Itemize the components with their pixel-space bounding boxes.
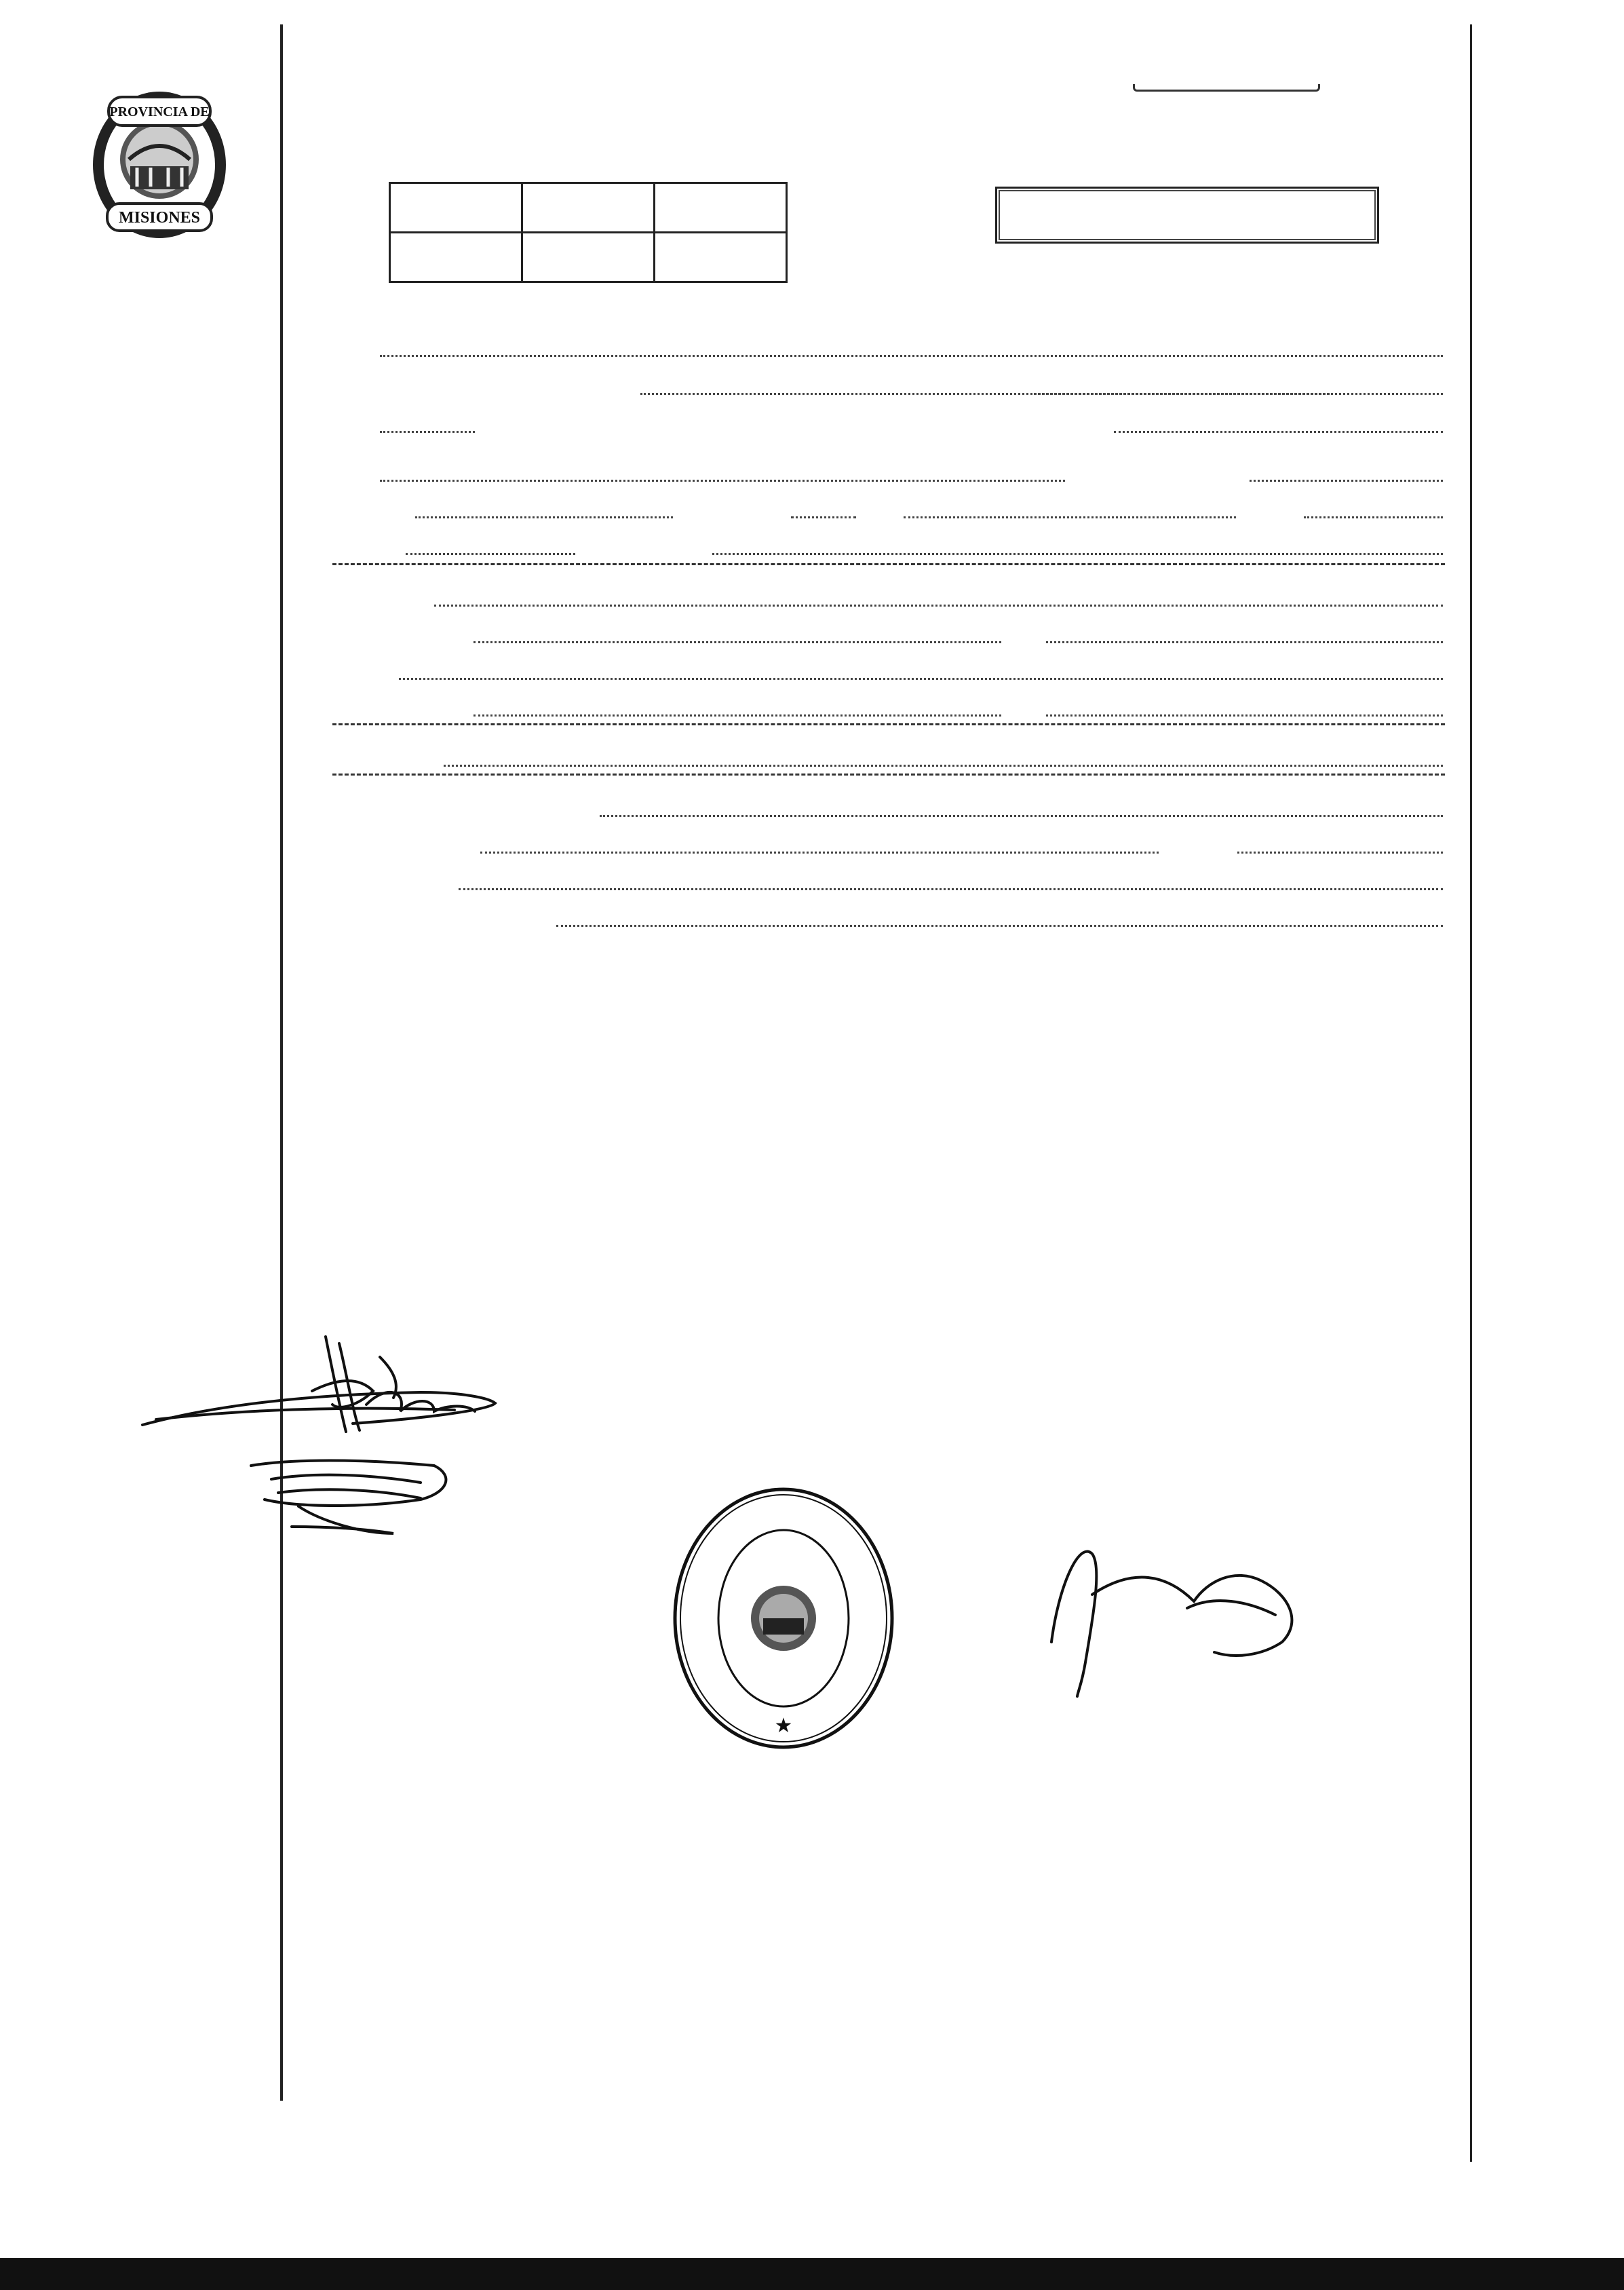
serial-underline: [1133, 84, 1320, 92]
declarant-dots: [480, 852, 1159, 854]
name-dots: [380, 480, 1065, 482]
registry-table-value-row: [390, 233, 787, 282]
birth-year-dots: [1304, 516, 1443, 518]
row-place: [341, 326, 1443, 364]
barcode-icon: [438, 1159, 804, 1224]
row-certificate: [341, 786, 1443, 824]
mother-dots: [399, 678, 1443, 680]
declarant-doc-dots: [1237, 852, 1443, 854]
mother-doc-dots: [473, 714, 1001, 717]
address-dots: [459, 888, 1443, 890]
row-address: [341, 859, 1443, 897]
time-dots: [406, 553, 575, 555]
registry-table-header-row: [390, 183, 787, 233]
row-year: [341, 402, 1443, 440]
registry-seal-stamp: [668, 1483, 899, 1754]
row-mother: [341, 649, 1443, 687]
row-date: [341, 364, 1443, 402]
birth-month-dots: [904, 516, 1236, 518]
delegate-signature-icon: [990, 1527, 1343, 1703]
registry-table: [389, 182, 788, 283]
row-declarant: [341, 822, 1443, 860]
province-coat-of-arms-logo: [88, 85, 231, 241]
right-margin-line: [1470, 24, 1472, 2162]
year-dots: [380, 431, 475, 433]
row-time: [341, 524, 1443, 562]
act-type-box: [995, 187, 1379, 244]
declarant-signature-icon: [136, 1330, 516, 1574]
registry-value-acta: [522, 233, 655, 282]
row-name: [341, 451, 1443, 489]
surname-dots: [444, 765, 1443, 767]
row-surname: [341, 736, 1443, 774]
row-capacity: [341, 896, 1443, 934]
sex-dots: [415, 516, 673, 518]
mother-nationality-dots: [1046, 714, 1443, 717]
father-doc-dots: [473, 641, 1001, 643]
registry-value-ano: [655, 233, 787, 282]
footer-code-bar: [0, 2258, 1624, 2290]
section-divider-1: [332, 563, 1445, 565]
row-mother-doc: [341, 685, 1443, 723]
sticker-decoration-bottom: [298, 1235, 902, 1278]
registry-value-tomo: [390, 233, 522, 282]
section-divider-2: [332, 723, 1445, 725]
stamp-star-icon: ★: [774, 1715, 793, 1737]
registry-header-tomo: [390, 183, 522, 233]
place-dots: [380, 355, 1443, 357]
section-divider-3: [332, 774, 1445, 776]
svg-text:MISIONES: MISIONES: [118, 209, 201, 227]
registry-header-ano: [655, 183, 787, 233]
father-nationality-dots: [1046, 641, 1443, 643]
svg-text:PROVINCIA DE: PROVINCIA DE: [109, 104, 210, 119]
event-dots: [1114, 431, 1443, 433]
sticker-decoration-top: [304, 1022, 901, 1063]
birth-day-dots: [791, 516, 856, 518]
father-dots: [434, 605, 1443, 607]
left-margin-line: [280, 24, 283, 2101]
row-father-doc: [341, 612, 1443, 650]
date-dots-2: [1034, 393, 1443, 395]
row-sex: [341, 487, 1443, 525]
birth-place-dots: [712, 553, 1443, 555]
registry-header-acta: [522, 183, 655, 233]
capacity-dots: [556, 925, 1443, 927]
certificate-dots: [600, 815, 1443, 817]
row-father: [341, 575, 1443, 613]
dni-dots: [1250, 480, 1443, 482]
